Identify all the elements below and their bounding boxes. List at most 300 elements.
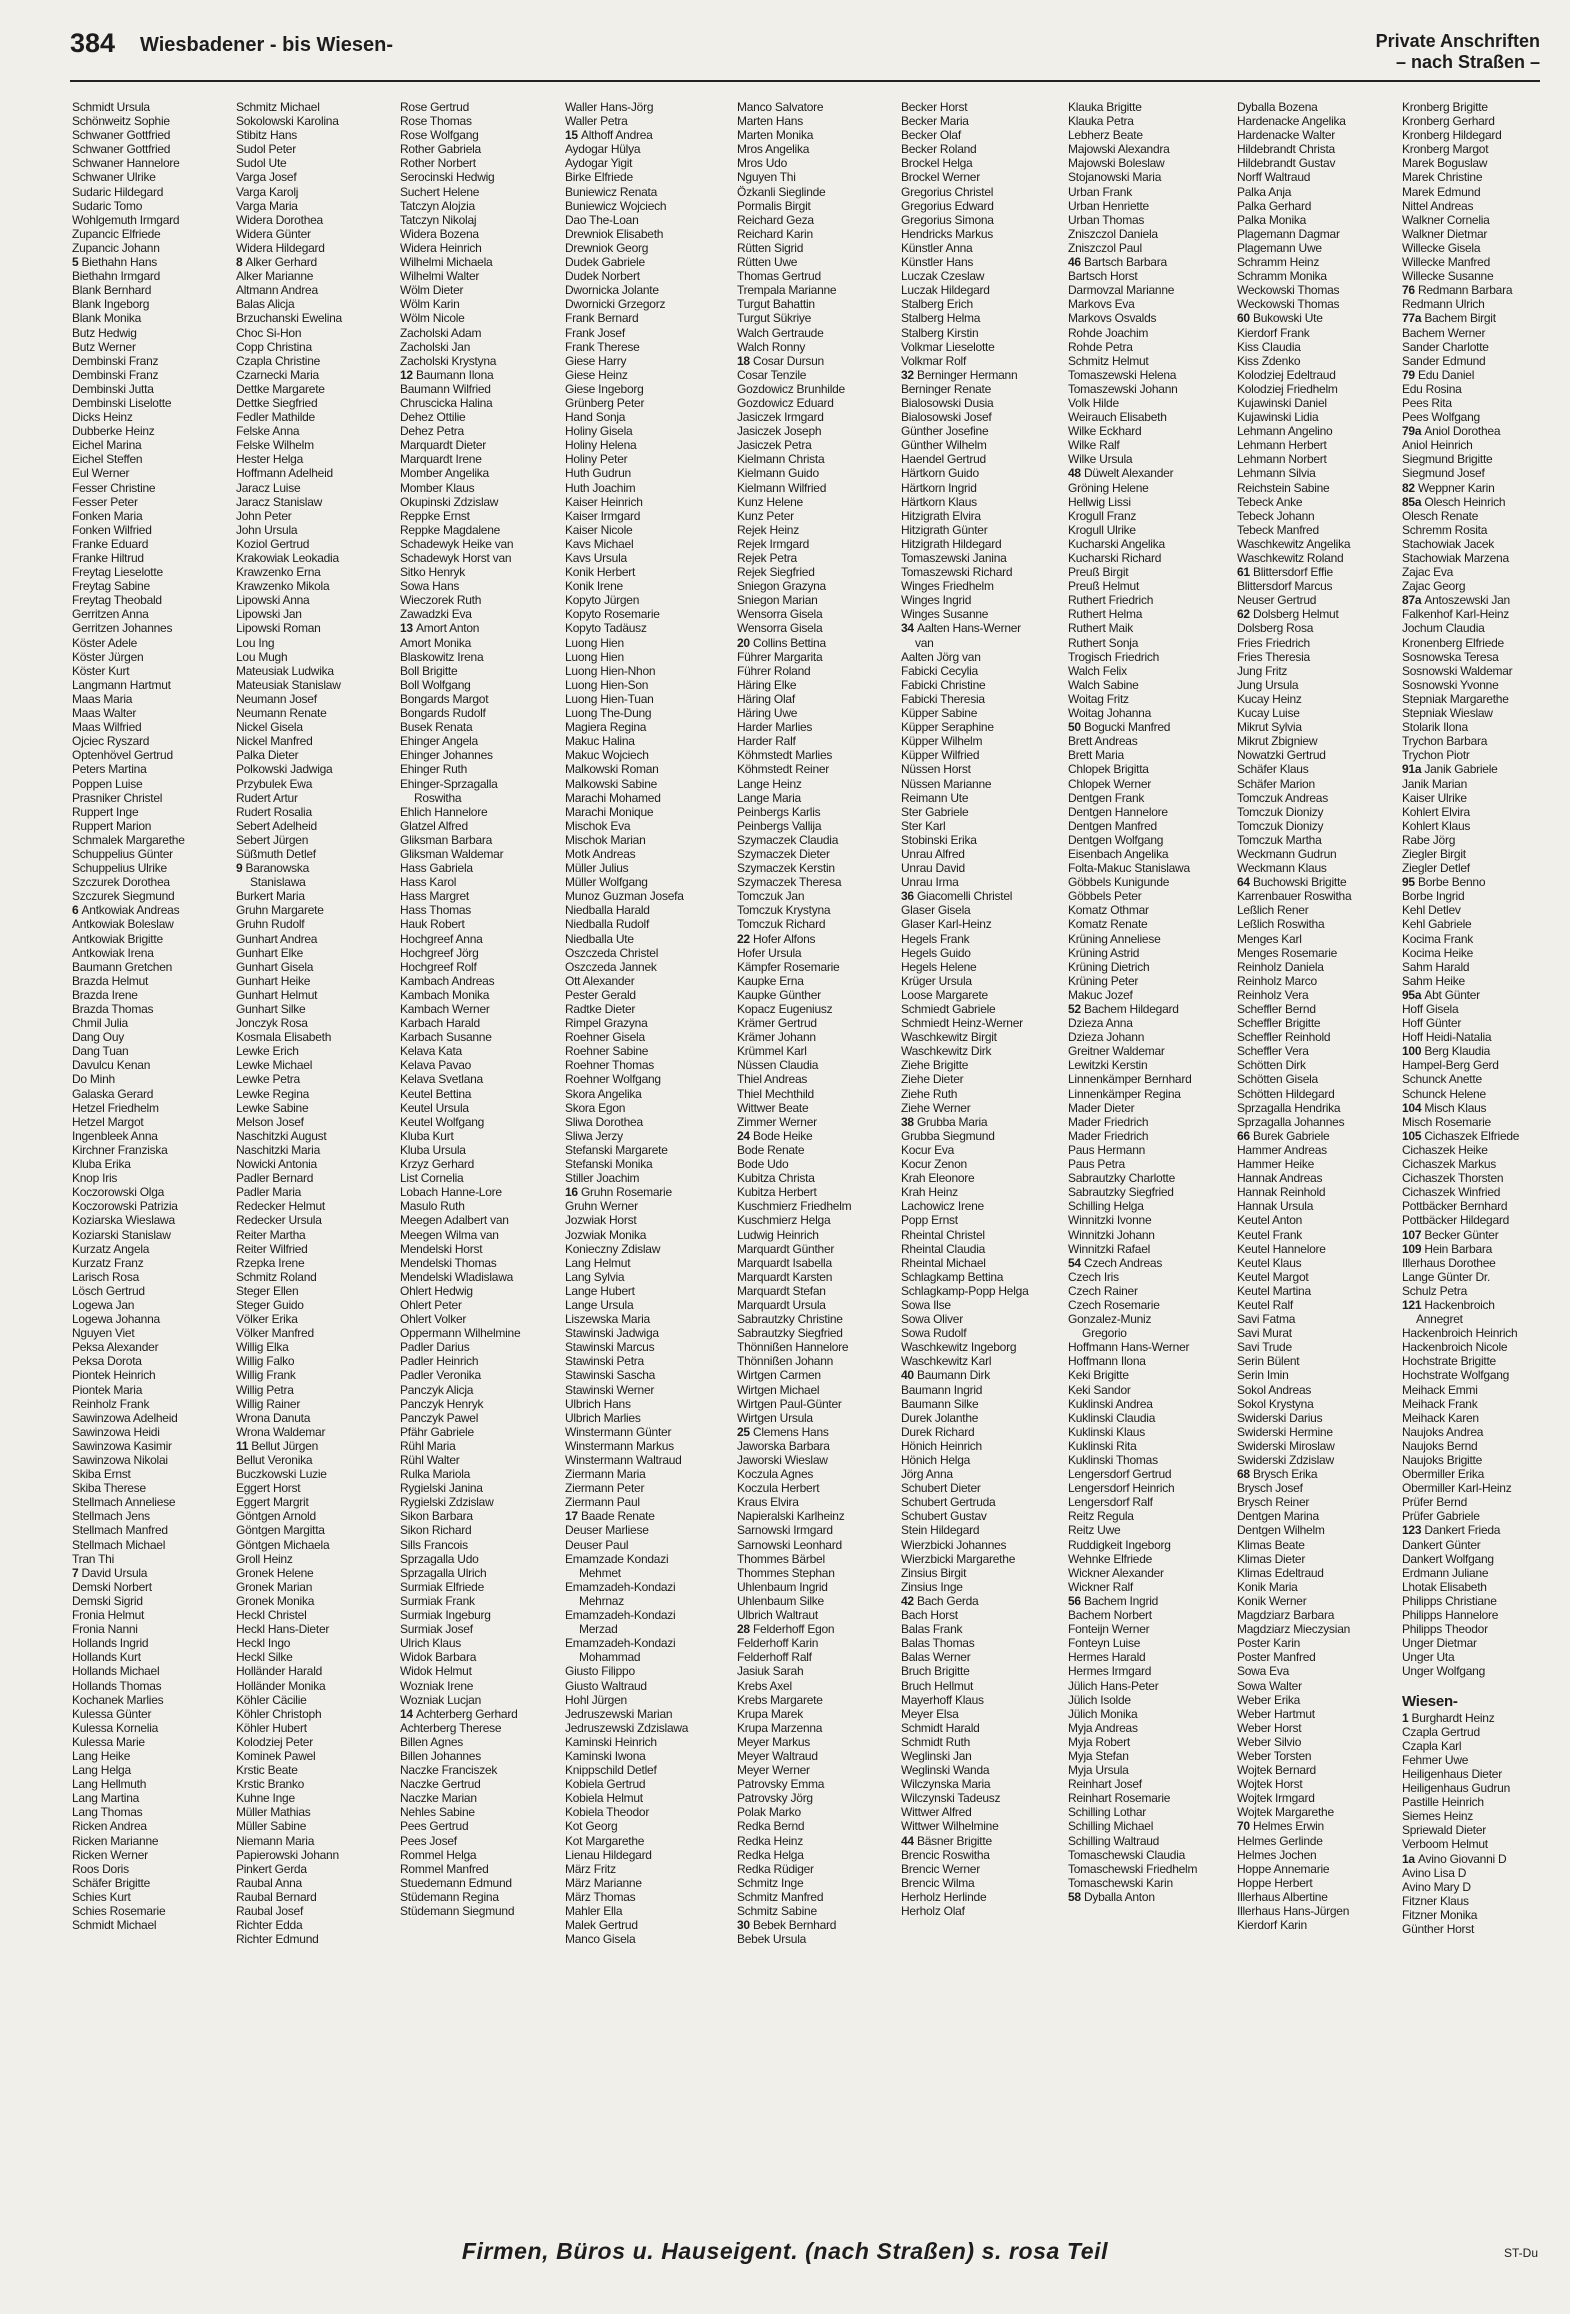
house-number: 40 xyxy=(901,1368,917,1383)
directory-entry: Mros Udo xyxy=(737,156,788,171)
directory-entry: Magdziarz Barbara xyxy=(1237,1608,1335,1623)
directory-entry: Surmiak Ingeburg xyxy=(400,1608,491,1623)
directory-entry: Schötten Dirk xyxy=(1237,1058,1306,1073)
resident-name: Bukowski Ute xyxy=(1252,311,1323,326)
directory-entry: Philipps Theodor xyxy=(1402,1622,1488,1637)
directory-entry: Lehmann Herbert xyxy=(1237,438,1327,453)
directory-entry: Thommes Stephan xyxy=(737,1565,835,1580)
page-header xyxy=(70,28,1540,80)
directory-entry: Steger Ellen xyxy=(236,1283,299,1298)
directory-entry xyxy=(1068,1002,1226,1016)
directory-entry: Waller Hans-Jörg xyxy=(565,100,654,114)
directory-entry: Meyer Markus xyxy=(737,1734,811,1749)
directory-entry: Keutel Anton xyxy=(1237,1213,1303,1228)
directory-entry: Szymaczek Claudia xyxy=(737,832,839,847)
directory-entry: Kaminski Heinrich xyxy=(565,1734,657,1749)
directory-entry: Siemes Heinz xyxy=(1402,1809,1474,1824)
directory-entry: Naujoks Andrea xyxy=(1402,1424,1484,1439)
directory-entry: Dentgen Wolfgang xyxy=(1068,832,1164,847)
directory-entry: Kuklinski Rita xyxy=(1068,1438,1137,1453)
directory-entry: März Marianne xyxy=(565,1875,642,1890)
house-number: 95 xyxy=(1402,875,1418,890)
directory-entry: John Ursula xyxy=(236,522,298,537)
directory-entry xyxy=(901,1115,1059,1129)
directory-entry: Masulo Ruth xyxy=(400,1199,465,1214)
directory-entry: Kelava Pavao xyxy=(400,1058,472,1073)
directory-entry: Schilling Waltraud xyxy=(1068,1833,1160,1848)
directory-entry: Ehinger Angela xyxy=(400,734,478,749)
resident-name: Becker Günter xyxy=(1424,1227,1499,1242)
directory-entry: Mehrnaz xyxy=(579,1593,624,1608)
directory-entry: Schmitz Helmut xyxy=(1068,353,1149,368)
directory-entry: Keutel Klaus xyxy=(1237,1255,1302,1270)
directory-entry: Wittwer Alfred xyxy=(901,1805,972,1820)
directory-entry: Schmidt Ruth xyxy=(901,1734,971,1749)
directory-entry: Roehner Gisela xyxy=(565,1030,645,1045)
directory-entry: Lang Helga xyxy=(72,1763,131,1778)
directory-entry: Marek Boguslaw xyxy=(1402,156,1488,171)
directory-column-8 xyxy=(1237,100,1395,2220)
directory-entry: Brett Andreas xyxy=(1068,734,1138,749)
directory-entry: Czapla Karl xyxy=(1402,1738,1462,1753)
directory-entry: Panczyk Henryk xyxy=(400,1396,484,1411)
directory-entry: Bode Udo xyxy=(737,1157,789,1172)
directory-entry: Wirtgen Michael xyxy=(737,1382,820,1397)
directory-entry: Malek Gertrud xyxy=(565,1918,638,1933)
directory-entry: Thomas Gertrud xyxy=(737,269,821,284)
directory-entry: Lebherz Beate xyxy=(1068,128,1143,143)
directory-entry: Jasiuk Sarah xyxy=(737,1664,804,1679)
directory-entry: Dyballa Bozena xyxy=(1237,100,1318,114)
directory-entry: Trychon Barbara xyxy=(1402,734,1488,749)
directory-entry: Hackenbroich Nicole xyxy=(1402,1340,1508,1355)
directory-entry xyxy=(236,1439,394,1453)
directory-entry: Kavs Ursula xyxy=(565,551,627,565)
directory-entry: März Fritz xyxy=(565,1861,616,1876)
directory-entry: Zupancic Johann xyxy=(72,240,160,255)
house-number: 95a xyxy=(1402,987,1425,1002)
directory-entry: Widera Dorothea xyxy=(236,212,323,227)
resident-name: Burghardt Heinz xyxy=(1411,1710,1495,1725)
directory-entry: Waschkewitz Dirk xyxy=(901,1044,992,1059)
directory-entry xyxy=(72,903,230,917)
directory-entry: Schlagkamp Bettina xyxy=(901,1269,1004,1284)
directory-entry: Hoffmann Ilona xyxy=(1068,1354,1146,1369)
resident-name: Baumann Ilona xyxy=(415,367,494,382)
directory-entry: Koczula Herbert xyxy=(737,1481,820,1496)
directory-entry: Sudol Peter xyxy=(236,142,296,157)
house-number: 1a xyxy=(1402,1851,1418,1866)
directory-entry: Philipps Christiane xyxy=(1402,1593,1497,1608)
directory-entry: Galaska Gerard xyxy=(72,1086,154,1101)
house-number: 38 xyxy=(901,1114,917,1129)
directory-entry: Wojtek Horst xyxy=(1237,1777,1303,1792)
directory-entry: Naschitzki Maria xyxy=(236,1142,321,1157)
directory-entry: Alker Marianne xyxy=(236,269,314,284)
directory-entry: Glatzel Alfred xyxy=(400,818,468,833)
directory-entry: Schmitz Sabine xyxy=(737,1904,817,1918)
directory-entry: Kot Georg xyxy=(565,1819,618,1834)
directory-entry: Niedballa Harald xyxy=(565,903,650,918)
directory-entry: Makuc Halina xyxy=(565,734,635,749)
resident-name: Berninger Hermann xyxy=(916,367,1018,382)
resident-name: Felderhoff Egon xyxy=(752,1622,835,1637)
directory-entry: Peters Martina xyxy=(72,762,147,777)
directory-entry: Chlopek Brigitta xyxy=(1068,762,1149,777)
directory-entry: Kambach Andreas xyxy=(400,973,495,988)
directory-entry: Wierzbicki Margarethe xyxy=(901,1551,1016,1566)
directory-entry: Dang Tuan xyxy=(72,1044,129,1059)
directory-entry: Panczyk Alicja xyxy=(400,1382,474,1397)
directory-entry: Rulka Mariola xyxy=(400,1467,471,1482)
directory-entry: Sliwa Dorothea xyxy=(565,1114,643,1129)
directory-entry: Pinkert Gerda xyxy=(236,1861,307,1876)
directory-entry: Süßmuth Detlef xyxy=(236,846,316,861)
house-number: 79 xyxy=(1402,367,1418,382)
directory-entry: Marquardt Günther xyxy=(737,1241,835,1256)
directory-entry: Hitzigrath Elvira xyxy=(901,508,981,523)
directory-entry: Volkmar Lieselotte xyxy=(901,339,995,354)
directory-entry: Copp Christina xyxy=(236,339,312,354)
resident-name: Dolsberg Helmut xyxy=(1252,607,1339,622)
directory-entry: Myja Robert xyxy=(1068,1734,1130,1749)
directory-entry: Naujoks Brigitte xyxy=(1402,1453,1483,1467)
directory-entry: Weirauch Elisabeth xyxy=(1068,410,1167,425)
directory-entry xyxy=(737,1425,895,1439)
resident-name: Janik Gabriele xyxy=(1424,762,1498,777)
directory-entry: Zinsius Inge xyxy=(901,1579,963,1594)
directory-entry: Blank Bernhard xyxy=(72,283,152,298)
directory-entry: Widera Hildegard xyxy=(236,240,325,255)
directory-entry: Tatczyn Nikolaj xyxy=(400,212,477,227)
directory-entry: Meegen Adalbert van xyxy=(400,1213,509,1228)
directory-entry: Woitag Johanna xyxy=(1068,706,1152,721)
directory-entry: Gruhn Margarete xyxy=(236,903,324,918)
house-number: 5 xyxy=(72,255,82,270)
directory-entry: Linnenkämper Bernhard xyxy=(1068,1072,1192,1087)
directory-entry: Oszczeda Jannek xyxy=(565,959,657,974)
directory-entry: Kaiser Irmgard xyxy=(565,508,641,523)
directory-entry: Wieczorek Ruth xyxy=(400,593,482,608)
directory-entry: Billen Agnes xyxy=(400,1734,464,1749)
directory-entry xyxy=(737,932,895,946)
directory-entry: Waschkewitz Karl xyxy=(901,1354,992,1369)
directory-entry: Peksa Alexander xyxy=(72,1340,159,1355)
directory-entry: Verboom Helmut xyxy=(1402,1837,1488,1852)
directory-entry: Rohde Joachim xyxy=(1068,325,1149,340)
directory-entry: Fitzner Monika xyxy=(1402,1907,1478,1922)
directory-entry: Sahm Harald xyxy=(1402,959,1470,974)
directory-entry: Wilke Ralf xyxy=(1068,438,1120,453)
directory-entry: Heckl Hans-Dieter xyxy=(236,1622,330,1637)
directory-entry: Reiter Wilfried xyxy=(236,1241,308,1256)
directory-entry: Heckl Christel xyxy=(236,1608,307,1623)
directory-entry: Bebek Ursula xyxy=(737,1932,807,1947)
directory-entry: Gliksman Barbara xyxy=(400,832,493,847)
directory-entry: Sitko Henryk xyxy=(400,565,466,580)
house-number: 24 xyxy=(737,1128,753,1143)
directory-entry: Urban Henriette xyxy=(1068,198,1149,213)
directory-entry: Walkner Cornelia xyxy=(1402,212,1490,227)
directory-entry: Marek Christine xyxy=(1402,170,1483,185)
directory-entry: Keutel Ralf xyxy=(1237,1297,1293,1312)
directory-entry: Woitag Fritz xyxy=(1068,691,1129,706)
directory-entry: Sprzagalla Hendrika xyxy=(1237,1100,1341,1115)
directory-entry: Kaiser Ulrike xyxy=(1402,790,1467,805)
directory-entry: Sosnowski Waldemar xyxy=(1402,663,1513,678)
directory-entry: Kämpfer Rosemarie xyxy=(737,959,840,974)
directory-entry: Hoff Heidi-Natalia xyxy=(1402,1030,1492,1045)
directory-entry: Wensorra Gisela xyxy=(737,621,823,636)
directory-entry: Rzepka Irene xyxy=(236,1255,305,1270)
directory-entry: Hollands Thomas xyxy=(72,1678,162,1693)
directory-entry: Unrau David xyxy=(901,861,965,876)
directory-entry: Nowicki Antonia xyxy=(236,1157,317,1172)
directory-entry xyxy=(400,368,558,382)
directory-entry: Meihack Frank xyxy=(1402,1396,1478,1411)
directory-entry: Lewke Michael xyxy=(236,1058,313,1073)
directory-entry: Roswitha xyxy=(414,790,462,805)
directory-entry: Tomczuk Dionizy xyxy=(1237,818,1324,833)
directory-entry: Blank Ingeborg xyxy=(72,297,150,312)
house-number: 8 xyxy=(236,255,246,270)
directory-entry: Schunck Anette xyxy=(1402,1072,1482,1087)
directory-entry: Wojtek Bernard xyxy=(1237,1763,1316,1778)
directory-entry: Niedballa Ute xyxy=(565,931,634,946)
directory-entry: Ziehe Dieter xyxy=(901,1072,964,1087)
directory-entry: Avino Lisa D xyxy=(1402,1865,1467,1880)
directory-entry: Kirchner Franziska xyxy=(72,1142,168,1157)
directory-entry xyxy=(236,861,394,875)
directory-entry: Meyer Werner xyxy=(737,1763,810,1778)
directory-entry: Reinholz Frank xyxy=(72,1396,150,1411)
directory-entry: Luong The-Dung xyxy=(565,706,652,721)
directory-entry: Lachowicz Irene xyxy=(901,1199,984,1214)
directory-entry: Hegels Frank xyxy=(901,931,970,946)
directory-entry: Stellmach Jens xyxy=(72,1509,150,1524)
directory-entry: Kopyto Tadäusz xyxy=(565,621,647,636)
directory-entry: Philipps Hannelore xyxy=(1402,1608,1499,1623)
directory-entry: Stuedemann Edmund xyxy=(400,1875,512,1890)
directory-entry: Marquardt Irene xyxy=(400,452,482,467)
house-number: 100 xyxy=(1402,1044,1425,1059)
directory-entry: Swiderski Hermine xyxy=(1237,1424,1333,1439)
directory-entry: Huth Joachim xyxy=(565,480,636,495)
directory-entry: Willecke Manfred xyxy=(1402,255,1491,270)
directory-entry: Stanislawa xyxy=(250,875,306,890)
directory-entry: Reitz Uwe xyxy=(1068,1523,1121,1538)
directory-entry: Küpper Sabine xyxy=(901,706,978,721)
directory-entry: Loose Margarete xyxy=(901,987,988,1002)
directory-entry: Roos Doris xyxy=(72,1861,129,1876)
directory-entry: Uhlenbaum Silke xyxy=(737,1593,824,1608)
directory-entry: Schramm Heinz xyxy=(1237,255,1320,270)
house-number: 123 xyxy=(1402,1523,1425,1538)
directory-entry: Drewniok Georg xyxy=(565,240,649,255)
directory-entry: Kiss Zdenko xyxy=(1237,353,1301,368)
directory-entry: Palka Gerhard xyxy=(1237,198,1312,213)
directory-entry: Pester Gerald xyxy=(565,987,636,1002)
resident-name: Helmes Erwin xyxy=(1252,1819,1324,1834)
directory-entry: Giese Ingeborg xyxy=(565,381,644,396)
directory-entry: Becker Horst xyxy=(901,100,968,114)
directory-entry: Ojciec Ryszard xyxy=(72,734,150,749)
directory-entry: Lienau Hildegard xyxy=(565,1847,652,1862)
directory-entry: Scheffler Reinhold xyxy=(1237,1030,1331,1045)
directory-entry: Gruhn Werner xyxy=(565,1199,638,1214)
directory-entry: Piontek Maria xyxy=(72,1382,143,1397)
directory-entry: Emamzadeh-Kondazi xyxy=(565,1608,676,1623)
directory-entry: Schies Rosemarie xyxy=(72,1904,166,1918)
directory-entry: Ott Alexander xyxy=(565,973,635,988)
directory-entry: Steger Guido xyxy=(236,1297,304,1312)
directory-entry: Manco Salvatore xyxy=(737,100,824,114)
directory-entry xyxy=(737,636,895,650)
house-number: 64 xyxy=(1237,875,1253,890)
directory-entry: Schmidt Harald xyxy=(901,1720,980,1735)
directory-entry: Tomaschewski Karin xyxy=(1068,1875,1173,1890)
directory-entry: Sawinzowa Heidi xyxy=(72,1424,160,1439)
directory-entry: Kuschmierz Helga xyxy=(737,1213,831,1228)
directory-entry: Reinholz Daniela xyxy=(1237,959,1324,974)
directory-entry: Gunhart Heike xyxy=(236,973,311,988)
directory-entry: Darmovzal Marianne xyxy=(1068,283,1175,298)
directory-entry: Schmitz Michael xyxy=(236,100,320,114)
house-number: 62 xyxy=(1237,607,1253,622)
resident-name: Grubba Maria xyxy=(916,1114,988,1129)
directory-entry: Krawzenko Mikola xyxy=(236,579,330,594)
directory-entry: Jedruszewski Zdzislawa xyxy=(565,1720,689,1735)
resident-name: Bode Heike xyxy=(752,1128,813,1143)
directory-entry: Peinbergs Karlis xyxy=(737,804,821,819)
directory-entry: Menges Karl xyxy=(1237,931,1302,946)
directory-entry: Swiderski Zdzislaw xyxy=(1237,1453,1334,1467)
directory-entry: Avino Mary D xyxy=(1402,1879,1471,1894)
directory-entry: Rose Thomas xyxy=(400,114,472,129)
directory-entry: Gonzalez-Muniz xyxy=(1068,1312,1152,1327)
directory-entry: Roehner Wolfgang xyxy=(565,1072,661,1087)
directory-entry: Völker Manfred xyxy=(236,1326,314,1341)
directory-entry: Holiny Gisela xyxy=(565,424,633,439)
directory-entry: Walch Felix xyxy=(1068,663,1127,678)
directory-entry: Stachowiak Marzena xyxy=(1402,551,1509,565)
directory-entry: Ehinger Johannes xyxy=(400,748,493,763)
directory-entry: Nüssen Marianne xyxy=(901,776,992,791)
directory-entry: Dehez Petra xyxy=(400,424,464,439)
directory-entry: Markovs Eva xyxy=(1068,297,1135,312)
directory-entry: Napieralski Karlheinz xyxy=(737,1509,845,1524)
directory-entry: Jasiczek Petra xyxy=(737,438,812,453)
directory-entry: Kubitza Herbert xyxy=(737,1185,817,1200)
footer-banner: Firmen, Büros u. Hauseigent. (nach Straßen) s. rosa Teil xyxy=(461,2238,1109,2264)
directory-entry: Stawinski Marcus xyxy=(565,1340,655,1355)
directory-entry: Brockel Werner xyxy=(901,170,980,185)
house-number: 104 xyxy=(1402,1100,1425,1115)
directory-entry: Paus Petra xyxy=(1068,1157,1125,1172)
house-number: 54 xyxy=(1068,1255,1084,1270)
directory-entry: Fonteyn Luise xyxy=(1068,1636,1141,1651)
directory-entry: Schötten Gisela xyxy=(1237,1072,1318,1087)
directory-entry: Piontek Heinrich xyxy=(72,1368,156,1383)
directory-entry: Hass Margret xyxy=(400,889,470,904)
directory-entry: Aalten Jörg van xyxy=(901,649,981,664)
directory-entry: Chmil Julia xyxy=(72,1016,128,1031)
resident-name: Buchowski Brigitte xyxy=(1252,875,1347,890)
directory-entry: Günther Horst xyxy=(1402,1922,1475,1936)
directory-entry: Tomczuk Richard xyxy=(737,917,826,932)
directory-entry: Czapla Gertrud xyxy=(1402,1724,1480,1739)
directory-entry: Hoffmann Adelheid xyxy=(236,466,333,481)
directory-entry xyxy=(737,1622,895,1636)
directory-entry: Reichstein Sabine xyxy=(1237,480,1330,495)
directory-entry: Kocima Heike xyxy=(1402,945,1474,960)
directory-entry: Fonken Wilfried xyxy=(72,522,152,537)
directory-entry: Plagemann Uwe xyxy=(1237,240,1322,255)
directory-entry: Kobiela Helmut xyxy=(565,1791,643,1806)
directory-entry: Göntgen Arnold xyxy=(236,1509,316,1524)
directory-entry: Nowatzki Gertrud xyxy=(1237,748,1326,763)
house-number: 50 xyxy=(1068,720,1084,735)
directory-entry: Widok Barbara xyxy=(400,1650,477,1665)
directory-entry: Stawinski Petra xyxy=(565,1354,644,1369)
directory-entry: Reimann Ute xyxy=(901,790,969,805)
house-number: 18 xyxy=(737,353,753,368)
directory-entry: Edu Rosina xyxy=(1402,381,1462,396)
directory-entry: Schmalek Margarethe xyxy=(72,832,185,847)
directory-entry: Stalberg Kirstin xyxy=(901,325,979,340)
directory-entry: Zupancic Elfriede xyxy=(72,226,161,241)
directory-entry: Winstermann Waltraud xyxy=(565,1453,682,1467)
directory-entry: Rheintal Christel xyxy=(901,1227,985,1242)
directory-entry: Achterberg Therese xyxy=(400,1720,502,1735)
directory-entry: Nüssen Horst xyxy=(901,762,971,777)
directory-entry: Sprzagalla Johannes xyxy=(1237,1114,1345,1129)
directory-entry: Cosar Tenzile xyxy=(737,367,807,382)
directory-entry: Wilhelmi Walter xyxy=(400,269,480,284)
directory-entry xyxy=(72,255,230,269)
directory-entry: Kucharski Richard xyxy=(1068,551,1162,565)
directory-entry: Kuklinski Claudia xyxy=(1068,1410,1156,1425)
directory-entry: Roehner Thomas xyxy=(565,1058,654,1073)
directory-entry: Stellmach Anneliese xyxy=(72,1495,176,1510)
directory-entry: Zinsius Birgit xyxy=(901,1565,967,1580)
directory-entry: Hoff Gisela xyxy=(1402,1002,1459,1016)
directory-entry: Koziarski Stanislaw xyxy=(72,1227,171,1242)
directory-entry: Jasiczek Joseph xyxy=(737,424,822,439)
directory-entry: Emamzade Kondazi xyxy=(565,1551,669,1566)
directory-entry: Gröning Helene xyxy=(1068,480,1149,495)
resident-name: Hein Barbara xyxy=(1424,1241,1493,1256)
directory-entry: Willecke Susanne xyxy=(1402,269,1494,284)
directory-entry: Kocima Frank xyxy=(1402,931,1474,946)
directory-entry: Krüger Ursula xyxy=(901,973,972,988)
directory-entry: Dettke Siegfried xyxy=(236,395,318,410)
directory-entry: Tomczuk Jan xyxy=(737,889,805,904)
directory-entry: Wehnke Elfriede xyxy=(1068,1551,1153,1566)
directory-entry: Weber Hartmut xyxy=(1237,1706,1315,1721)
directory-entry: Weckmann Klaus xyxy=(1237,861,1327,876)
directory-entry: Fabicki Cecylia xyxy=(901,663,978,678)
directory-entry: Pfähr Gabriele xyxy=(400,1424,474,1439)
directory-entry: Köster Jürgen xyxy=(72,649,144,664)
directory-entry: Meyer Waltraud xyxy=(737,1748,818,1763)
directory-entry: Rudert Rosalia xyxy=(236,804,312,819)
directory-entry: Schlagkamp-Popp Helga xyxy=(901,1283,1029,1298)
directory-column-3 xyxy=(400,100,558,2220)
directory-entry: Krämer Gertrud xyxy=(737,1016,817,1031)
directory-entry: Lang Martina xyxy=(72,1791,140,1806)
house-number: 28 xyxy=(737,1622,753,1637)
